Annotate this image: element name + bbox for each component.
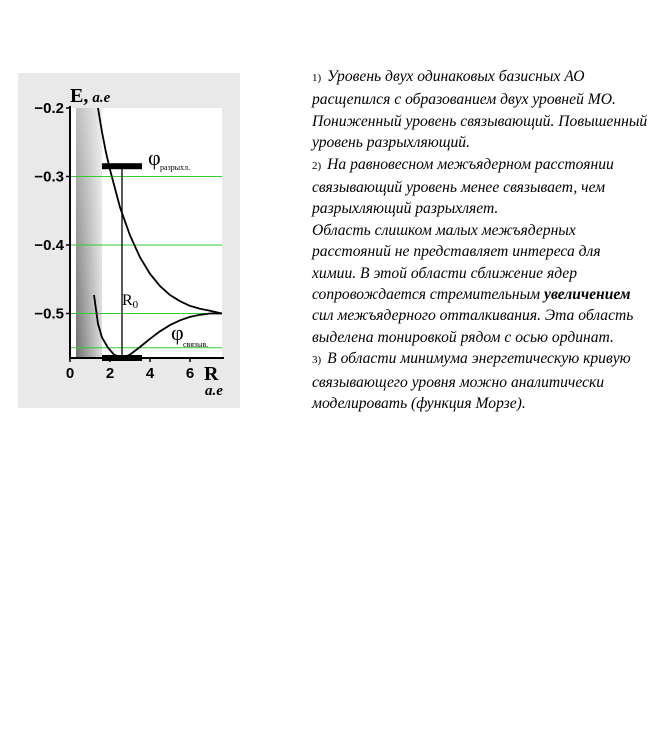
x-axis-unit: a.e: [205, 383, 223, 399]
bonding-sub: связыв.: [183, 340, 209, 349]
paragraph-2: [312, 154, 648, 349]
paragraph-2-line2: связывающий уровень менее связывает, чем разрыхляющий разрыхляет.: [312, 179, 606, 218]
y-tick-label: −0.5: [34, 305, 64, 323]
item-number-3: 3): [312, 354, 322, 367]
explanation-text: [312, 66, 648, 415]
item-number-1: 1): [312, 72, 322, 84]
antibonding-phi: φ: [148, 145, 161, 170]
paragraph-2-rest-b: сил межъядерного отталкивания. Эта область выделена тонировкой рядом с осью ординат.: [312, 307, 634, 346]
y-tick-label: −0.3: [34, 168, 64, 186]
bonding-phi: φ: [171, 320, 184, 345]
r0-label: R0: [122, 292, 139, 311]
paragraph-3: [312, 348, 648, 414]
y-tick-label: −0.4: [34, 236, 64, 254]
emphasis-increase: увеличением: [544, 286, 631, 304]
paragraph-2-rest-a: Область слишком малых межъядерных расстояний не представляет интереса для химии. В этой области сближение ядер сопровождается стремительным: [312, 221, 601, 304]
energy-chart: [18, 73, 240, 408]
x-tick-label: 6: [185, 365, 195, 382]
paragraph-3-text: В области минимума энергетическую кривую связывающего уровня можно аналитически моделировать (функция Морзе).: [312, 350, 631, 413]
energy-chart-panel: [18, 73, 240, 408]
item-number-2: 2): [312, 159, 322, 172]
x-tick-label: 0: [65, 365, 75, 382]
x-tick-label: 4: [145, 365, 155, 382]
y-axis-title: E, a.e: [70, 85, 111, 107]
antibonding-sub: разрыхл.: [160, 163, 191, 172]
paragraph-1-text: Уровень двух одинаковых базисных АО расщепился с образованием двух уровней МО. Пониженный уровень связывающий. Повышенный уровень разрыхляющий.: [312, 68, 648, 152]
paragraph-1: [312, 66, 648, 154]
x-tick-label: 2: [105, 365, 115, 382]
x-axis-title: R: [204, 363, 219, 385]
paragraph-2-line1: На равновесном межъядерном расстоянии: [327, 155, 614, 173]
y-tick-label: −0.2: [34, 100, 64, 117]
